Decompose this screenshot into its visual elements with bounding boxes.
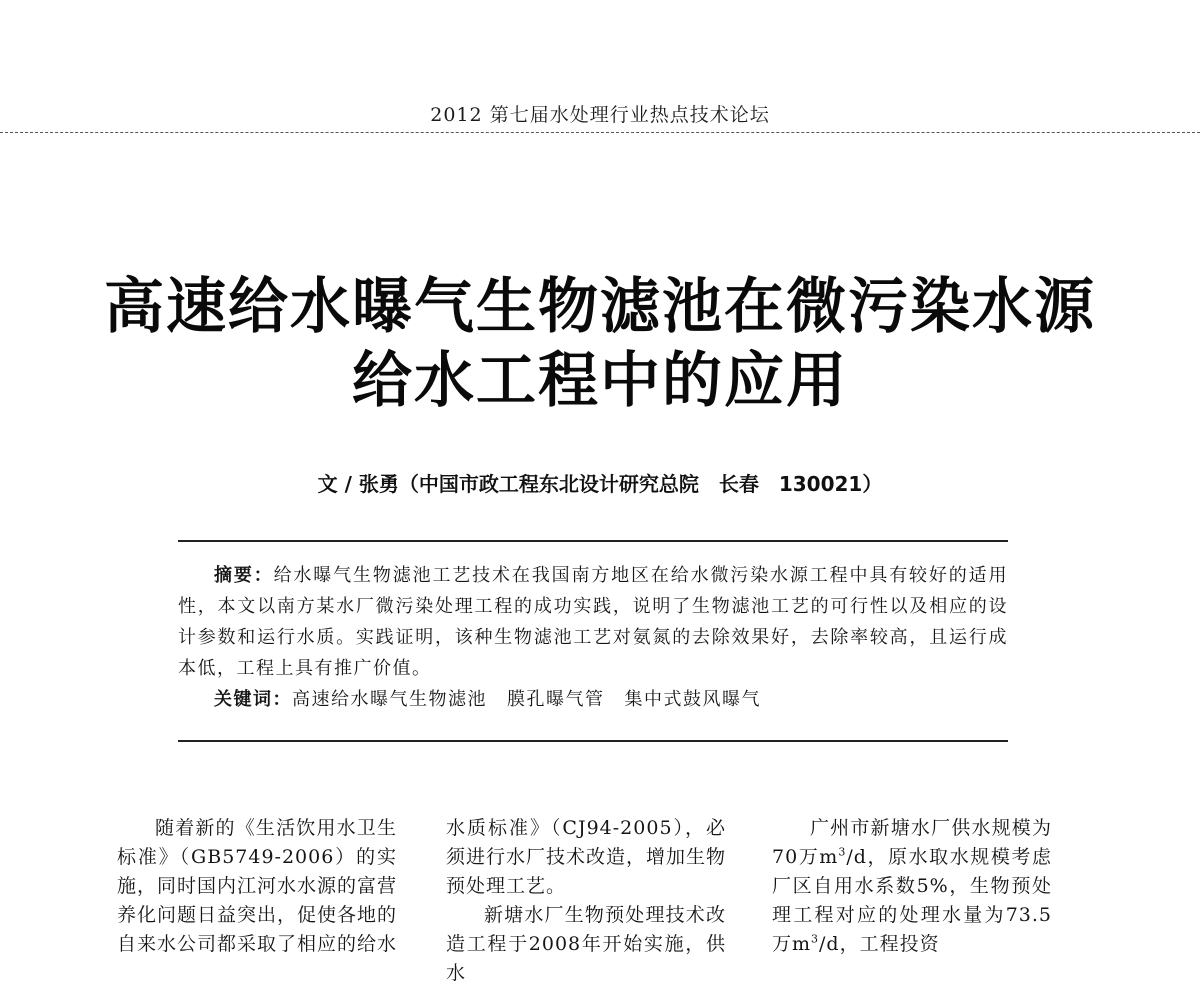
body-text: 广州市新塘水厂供水规模为70万m	[772, 817, 1052, 868]
title-line-2: 给水工程中的应用	[352, 346, 848, 416]
header-rule	[0, 132, 1200, 133]
body-column-3	[772, 814, 1052, 955]
body-column-1	[117, 814, 398, 955]
body-paragraph	[772, 814, 1052, 959]
body-column-2	[446, 814, 727, 984]
keyword-item: 膜孔曝气管	[507, 689, 605, 710]
abstract-paragraph	[178, 560, 1008, 684]
superscript: 3	[811, 932, 820, 946]
abstract-block	[178, 560, 1008, 715]
superscript: 3	[838, 845, 847, 859]
body-paragraph: 随着新的《生活饮用水卫生标准》（GB5749-2006）的实施，同时国内江河水水源的富营养化问题日益突出，促使各地的自来水公司都采取了相应的给水	[117, 817, 398, 955]
body-paragraph: 水质标准》（CJ94-2005），必须进行水厂技术改造，增加生物预处理工艺。	[446, 817, 727, 897]
keywords-label: 关键词：	[214, 689, 292, 710]
title-line-1: 高速给水曝气生物滤池在微污染水源	[104, 272, 1096, 342]
abstract-bottom-rule	[178, 740, 1008, 742]
body-text: /d，工程投资	[819, 933, 940, 955]
author-line: 文 / 张勇（中国市政工程东北设计研究总院 长春 130021）	[317, 472, 883, 496]
abstract-top-rule	[178, 540, 1008, 542]
keywords-line	[178, 684, 1008, 715]
abstract-label: 摘要：	[214, 565, 274, 586]
body-paragraph: 新塘水厂生物预处理技术改造工程于2008年开始实施，供水	[446, 904, 726, 984]
running-header: 2012 第七届水处理行业热点技术论坛	[430, 104, 770, 126]
body-text: /d，原水取水规模考虑厂区自用水系数5%，生物预处理工程对应的处理水量为73.5万m	[772, 846, 1052, 955]
abstract-text: 给水曝气生物滤池工艺技术在我国南方地区在给水微污染水源工程中具有较好的适用性，本文以南方某水厂微污染处理工程的成功实践，说明了生物滤池工艺的可行性以及相应的设计参数和运行水质。实践证明，该种生物滤池工艺对氨氮的去除效果好，去除率较高，且运行成本低，工程上具有推广价值。	[178, 565, 1008, 679]
keyword-item: 集中式鼓风曝气	[624, 689, 761, 710]
keyword-item: 高速给水曝气生物滤池	[292, 689, 487, 710]
paper-title	[0, 270, 1200, 418]
